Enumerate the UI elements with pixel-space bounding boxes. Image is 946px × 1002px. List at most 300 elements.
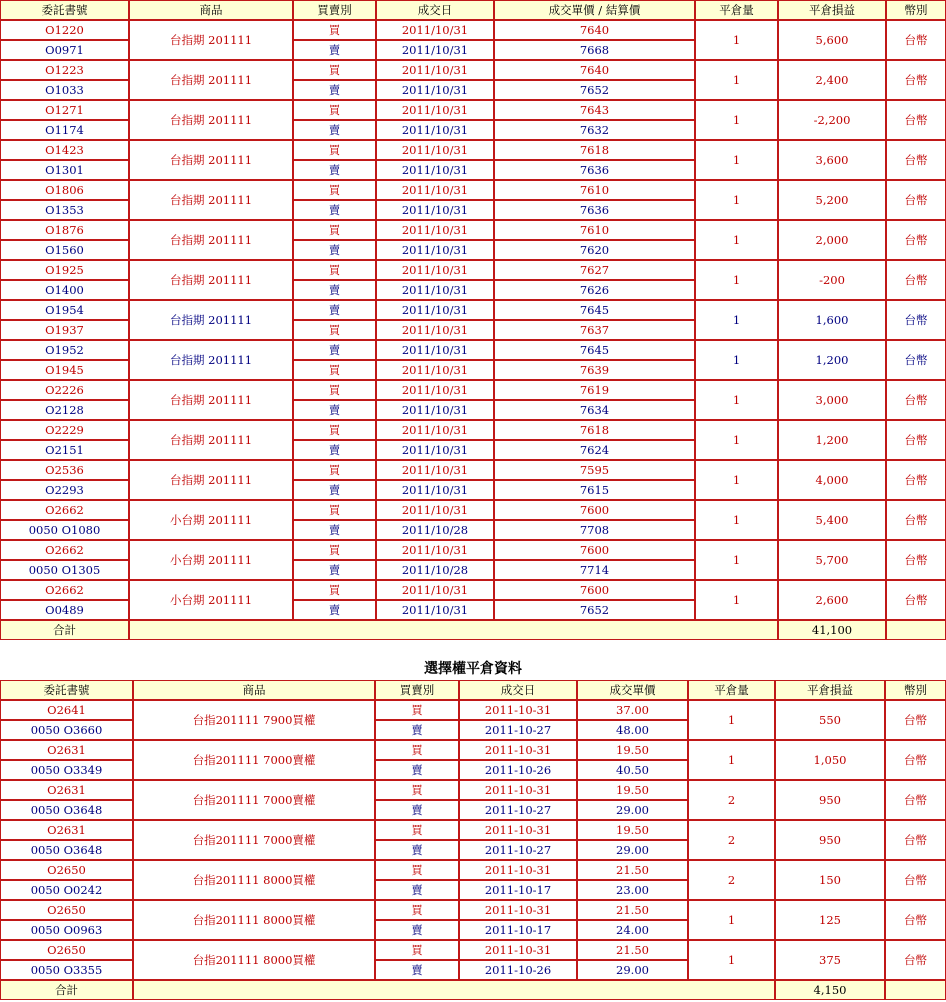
col-side: 買賣別 (375, 680, 459, 700)
col-order-no: 委託書號 (0, 680, 133, 700)
table-row (0, 260, 946, 280)
trade-date: 2011/10/31 (376, 200, 494, 220)
order-no: O1876 (0, 220, 129, 240)
futures-header-row (0, 0, 946, 20)
col-product: 商品 (129, 0, 293, 20)
trade-date: 2011-10-31 (459, 940, 577, 960)
order-no: O1937 (0, 320, 129, 340)
order-no: O1952 (0, 340, 129, 360)
product: 台指201111 7000賣權 (133, 740, 375, 780)
price: 7615 (494, 480, 695, 500)
trade-date: 2011/10/31 (376, 220, 494, 240)
order-no: 0050 O3660 (0, 720, 133, 740)
order-no: 0050 O3648 (0, 800, 133, 820)
side: 買 (293, 500, 376, 520)
order-no: O2662 (0, 580, 129, 600)
table-row (0, 540, 946, 560)
trade-date: 2011/10/31 (376, 580, 494, 600)
product: 台指201111 7900買權 (133, 700, 375, 740)
trade-date: 2011/10/31 (376, 240, 494, 260)
table-row (0, 820, 946, 840)
close-pl: 2,600 (778, 580, 886, 620)
close-pl: 1,600 (778, 300, 886, 340)
close-pl: 5,700 (778, 540, 886, 580)
trade-date: 2011-10-27 (459, 720, 577, 740)
side: 買 (375, 780, 459, 800)
col-trade-date: 成交日 (459, 680, 577, 700)
close-pl: 2,400 (778, 60, 886, 100)
side: 買 (293, 360, 376, 380)
trade-date: 2011/10/31 (376, 280, 494, 300)
side: 賣 (293, 80, 376, 100)
total-label: 合計 (0, 980, 133, 1000)
close-pl: 150 (775, 860, 885, 900)
side: 買 (293, 580, 376, 600)
close-qty: 1 (695, 340, 778, 380)
price: 7668 (494, 40, 695, 60)
order-no: 0050 O0963 (0, 920, 133, 940)
close-pl: 5,400 (778, 500, 886, 540)
currency: 台幣 (886, 180, 946, 220)
order-no: O2631 (0, 740, 133, 760)
price: 7618 (494, 140, 695, 160)
price: 29.00 (577, 840, 688, 860)
trade-date: 2011/10/31 (376, 60, 494, 80)
col-order-no: 委託書號 (0, 0, 129, 20)
price: 7645 (494, 340, 695, 360)
close-pl: 550 (775, 700, 885, 740)
side: 買 (293, 460, 376, 480)
side: 賣 (293, 480, 376, 500)
col-price: 成交單價 / 結算價 (494, 0, 695, 20)
price: 24.00 (577, 920, 688, 940)
side: 買 (293, 380, 376, 400)
side: 賣 (293, 280, 376, 300)
product: 台指期 201111 (129, 300, 293, 340)
order-no: O2662 (0, 500, 129, 520)
side: 賣 (293, 560, 376, 580)
trade-date: 2011/10/31 (376, 440, 494, 460)
trade-date: 2011-10-27 (459, 840, 577, 860)
side: 買 (375, 940, 459, 960)
trade-date: 2011/10/31 (376, 300, 494, 320)
price: 7637 (494, 320, 695, 340)
trade-date: 2011/10/31 (376, 380, 494, 400)
trade-date: 2011/10/31 (376, 340, 494, 360)
price: 7636 (494, 160, 695, 180)
trade-date: 2011/10/31 (376, 480, 494, 500)
trade-date: 2011/10/31 (376, 420, 494, 440)
price: 21.50 (577, 860, 688, 880)
col-currency: 幣別 (886, 0, 946, 20)
close-qty: 1 (688, 940, 775, 980)
close-pl: -2,200 (778, 100, 886, 140)
col-close-pl: 平倉損益 (775, 680, 885, 700)
close-pl: 1,200 (778, 340, 886, 380)
close-qty: 2 (688, 820, 775, 860)
close-pl: 1,050 (775, 740, 885, 780)
side: 賣 (293, 240, 376, 260)
price: 7595 (494, 460, 695, 480)
close-qty: 1 (688, 900, 775, 940)
price: 7600 (494, 540, 695, 560)
futures-total-row (0, 620, 946, 640)
side: 賣 (293, 200, 376, 220)
product: 台指期 201111 (129, 260, 293, 300)
trade-date: 2011-10-26 (459, 960, 577, 980)
side: 賣 (293, 300, 376, 320)
close-qty: 1 (695, 180, 778, 220)
close-pl: 5,600 (778, 20, 886, 60)
product: 台指期 201111 (129, 140, 293, 180)
order-no: O2631 (0, 820, 133, 840)
side: 賣 (375, 840, 459, 860)
table-row (0, 460, 946, 480)
price: 7645 (494, 300, 695, 320)
close-pl: -200 (778, 260, 886, 300)
price: 19.50 (577, 740, 688, 760)
table-row (0, 220, 946, 240)
currency: 台幣 (885, 780, 946, 820)
trade-date: 2011/10/31 (376, 360, 494, 380)
product: 台指期 201111 (129, 220, 293, 260)
table-row (0, 940, 946, 960)
currency: 台幣 (886, 460, 946, 500)
total-spacer (133, 980, 775, 1000)
table-row (0, 300, 946, 320)
price: 7600 (494, 580, 695, 600)
side: 買 (375, 900, 459, 920)
price: 7714 (494, 560, 695, 580)
currency: 台幣 (885, 860, 946, 900)
side: 賣 (293, 440, 376, 460)
currency: 台幣 (886, 420, 946, 460)
price: 7610 (494, 180, 695, 200)
options-section-title: 選擇權平倉資料 (424, 661, 522, 677)
order-no: 0050 O3349 (0, 760, 133, 780)
product: 台指201111 7000賣權 (133, 780, 375, 820)
order-no: O1271 (0, 100, 129, 120)
col-price: 成交單價 (577, 680, 688, 700)
price: 7640 (494, 20, 695, 40)
close-qty: 1 (695, 380, 778, 420)
currency: 台幣 (886, 60, 946, 100)
price: 7632 (494, 120, 695, 140)
trade-date: 2011-10-17 (459, 920, 577, 940)
side: 買 (293, 220, 376, 240)
price: 48.00 (577, 720, 688, 740)
currency: 台幣 (885, 740, 946, 780)
product: 台指期 201111 (129, 180, 293, 220)
close-qty: 1 (695, 420, 778, 460)
currency: 台幣 (886, 340, 946, 380)
currency: 台幣 (886, 500, 946, 540)
side: 買 (293, 420, 376, 440)
table-row (0, 100, 946, 120)
product: 台指201111 8000買權 (133, 900, 375, 940)
side: 賣 (293, 160, 376, 180)
side: 賣 (375, 960, 459, 980)
table-row (0, 380, 946, 400)
col-side: 買賣別 (293, 0, 376, 20)
table-row (0, 860, 946, 880)
order-no: O2662 (0, 540, 129, 560)
trade-date: 2011/10/31 (376, 20, 494, 40)
close-pl: 950 (775, 780, 885, 820)
product: 台指期 201111 (129, 380, 293, 420)
side: 買 (293, 100, 376, 120)
trade-date: 2011/10/31 (376, 120, 494, 140)
currency: 台幣 (886, 220, 946, 260)
order-no: 0050 O1080 (0, 520, 129, 540)
order-no: O1806 (0, 180, 129, 200)
side: 買 (293, 60, 376, 80)
currency: 台幣 (885, 700, 946, 740)
order-no: O2650 (0, 900, 133, 920)
price: 7652 (494, 600, 695, 620)
order-no: O2641 (0, 700, 133, 720)
price: 7627 (494, 260, 695, 280)
close-qty: 1 (688, 740, 775, 780)
product: 台指期 201111 (129, 20, 293, 60)
close-qty: 1 (695, 140, 778, 180)
table-row (0, 20, 946, 40)
table-row (0, 500, 946, 520)
table-row (0, 900, 946, 920)
close-pl: 3,000 (778, 380, 886, 420)
close-qty: 1 (695, 220, 778, 260)
product: 台指期 201111 (129, 60, 293, 100)
price: 7636 (494, 200, 695, 220)
side: 買 (293, 140, 376, 160)
options-header-row (0, 680, 946, 700)
table-row (0, 780, 946, 800)
side: 買 (375, 860, 459, 880)
close-qty: 1 (695, 580, 778, 620)
col-trade-date: 成交日 (376, 0, 494, 20)
product: 台指期 201111 (129, 100, 293, 140)
order-no: O1033 (0, 80, 129, 100)
col-product: 商品 (133, 680, 375, 700)
close-pl: 125 (775, 900, 885, 940)
trade-date: 2011-10-31 (459, 860, 577, 880)
price: 7708 (494, 520, 695, 540)
currency: 台幣 (886, 100, 946, 140)
order-no: O2226 (0, 380, 129, 400)
side: 賣 (293, 600, 376, 620)
close-qty: 1 (695, 260, 778, 300)
order-no: O2151 (0, 440, 129, 460)
product: 台指期 201111 (129, 460, 293, 500)
side: 賣 (293, 520, 376, 540)
price: 7620 (494, 240, 695, 260)
product: 台指201111 8000買權 (133, 940, 375, 980)
side: 賣 (375, 920, 459, 940)
trade-date: 2011-10-26 (459, 760, 577, 780)
order-no: 0050 O3648 (0, 840, 133, 860)
currency: 台幣 (886, 20, 946, 60)
order-no: O2650 (0, 940, 133, 960)
table-row (0, 340, 946, 360)
options-closing-table (0, 680, 946, 1000)
col-close-qty: 平倉量 (688, 680, 775, 700)
trade-date: 2011/10/31 (376, 40, 494, 60)
price: 7610 (494, 220, 695, 240)
side: 賣 (293, 400, 376, 420)
total-pl: 4,150 (775, 980, 885, 1000)
currency: 台幣 (886, 580, 946, 620)
side: 買 (293, 540, 376, 560)
col-close-pl: 平倉損益 (778, 0, 886, 20)
total-currency-blank (885, 980, 946, 1000)
trade-date: 2011/10/28 (376, 520, 494, 540)
trade-date: 2011/10/31 (376, 80, 494, 100)
table-row (0, 180, 946, 200)
total-label: 合計 (0, 620, 129, 640)
trade-date: 2011/10/31 (376, 160, 494, 180)
price: 19.50 (577, 780, 688, 800)
close-qty: 2 (688, 860, 775, 900)
price: 7600 (494, 500, 695, 520)
price: 7618 (494, 420, 695, 440)
price: 7624 (494, 440, 695, 460)
col-close-qty: 平倉量 (695, 0, 778, 20)
product: 台指期 201111 (129, 420, 293, 460)
col-currency: 幣別 (885, 680, 946, 700)
order-no: O1925 (0, 260, 129, 280)
close-qty: 1 (695, 20, 778, 60)
table-row (0, 580, 946, 600)
table-row (0, 740, 946, 760)
close-pl: 1,200 (778, 420, 886, 460)
product: 台指201111 8000買權 (133, 860, 375, 900)
price: 29.00 (577, 800, 688, 820)
trade-date: 2011-10-31 (459, 700, 577, 720)
trade-date: 2011-10-31 (459, 780, 577, 800)
order-no: O1223 (0, 60, 129, 80)
trade-date: 2011/10/31 (376, 260, 494, 280)
table-row (0, 140, 946, 160)
order-no: O1423 (0, 140, 129, 160)
currency: 台幣 (886, 380, 946, 420)
order-no: O1174 (0, 120, 129, 140)
close-qty: 1 (695, 540, 778, 580)
close-pl: 2,000 (778, 220, 886, 260)
table-row (0, 700, 946, 720)
close-qty: 1 (695, 300, 778, 340)
side: 買 (293, 320, 376, 340)
options-total-row (0, 980, 946, 1000)
product: 小台期 201111 (129, 580, 293, 620)
trade-date: 2011/10/31 (376, 540, 494, 560)
close-pl: 5,200 (778, 180, 886, 220)
order-no: 0050 O3355 (0, 960, 133, 980)
order-no: O1945 (0, 360, 129, 380)
price: 7640 (494, 60, 695, 80)
price: 23.00 (577, 880, 688, 900)
currency: 台幣 (886, 300, 946, 340)
side: 賣 (375, 880, 459, 900)
trade-date: 2011-10-17 (459, 880, 577, 900)
order-no: O1220 (0, 20, 129, 40)
currency: 台幣 (885, 940, 946, 980)
side: 買 (375, 820, 459, 840)
price: 19.50 (577, 820, 688, 840)
table-row (0, 420, 946, 440)
side: 賣 (293, 340, 376, 360)
close-pl: 375 (775, 940, 885, 980)
order-no: O1353 (0, 200, 129, 220)
close-qty: 1 (695, 460, 778, 500)
side: 賣 (293, 40, 376, 60)
trade-date: 2011/10/31 (376, 320, 494, 340)
table-row (0, 60, 946, 80)
total-spacer (129, 620, 778, 640)
order-no: O1301 (0, 160, 129, 180)
trade-date: 2011/10/31 (376, 500, 494, 520)
side: 買 (375, 700, 459, 720)
close-pl: 950 (775, 820, 885, 860)
order-no: O1954 (0, 300, 129, 320)
total-pl: 41,100 (778, 620, 886, 640)
close-qty: 1 (695, 60, 778, 100)
order-no: O2229 (0, 420, 129, 440)
currency: 台幣 (885, 900, 946, 940)
currency: 台幣 (886, 540, 946, 580)
order-no: O1560 (0, 240, 129, 260)
order-no: O2631 (0, 780, 133, 800)
side: 買 (293, 20, 376, 40)
side: 買 (375, 740, 459, 760)
price: 7643 (494, 100, 695, 120)
currency: 台幣 (886, 140, 946, 180)
trade-date: 2011-10-27 (459, 800, 577, 820)
trade-date: 2011/10/31 (376, 460, 494, 480)
trade-date: 2011-10-31 (459, 740, 577, 760)
side: 賣 (375, 800, 459, 820)
order-no: 0050 O1305 (0, 560, 129, 580)
close-qty: 1 (695, 500, 778, 540)
side: 賣 (293, 120, 376, 140)
price: 21.50 (577, 940, 688, 960)
order-no: O2650 (0, 860, 133, 880)
order-no: O2128 (0, 400, 129, 420)
price: 7652 (494, 80, 695, 100)
side: 賣 (375, 720, 459, 740)
trade-date: 2011/10/31 (376, 400, 494, 420)
total-currency-blank (886, 620, 946, 640)
price: 37.00 (577, 700, 688, 720)
order-no: O0971 (0, 40, 129, 60)
close-pl: 3,600 (778, 140, 886, 180)
trade-date: 2011-10-31 (459, 900, 577, 920)
trade-date: 2011/10/31 (376, 140, 494, 160)
product: 台指期 201111 (129, 340, 293, 380)
trade-date: 2011/10/31 (376, 180, 494, 200)
price: 7639 (494, 360, 695, 380)
price: 29.00 (577, 960, 688, 980)
trade-date: 2011-10-31 (459, 820, 577, 840)
currency: 台幣 (886, 260, 946, 300)
product: 小台期 201111 (129, 500, 293, 540)
close-qty: 1 (695, 100, 778, 140)
product: 台指201111 7000賣權 (133, 820, 375, 860)
side: 賣 (375, 760, 459, 780)
order-no: O2293 (0, 480, 129, 500)
price: 21.50 (577, 900, 688, 920)
close-qty: 1 (688, 700, 775, 740)
side: 買 (293, 180, 376, 200)
